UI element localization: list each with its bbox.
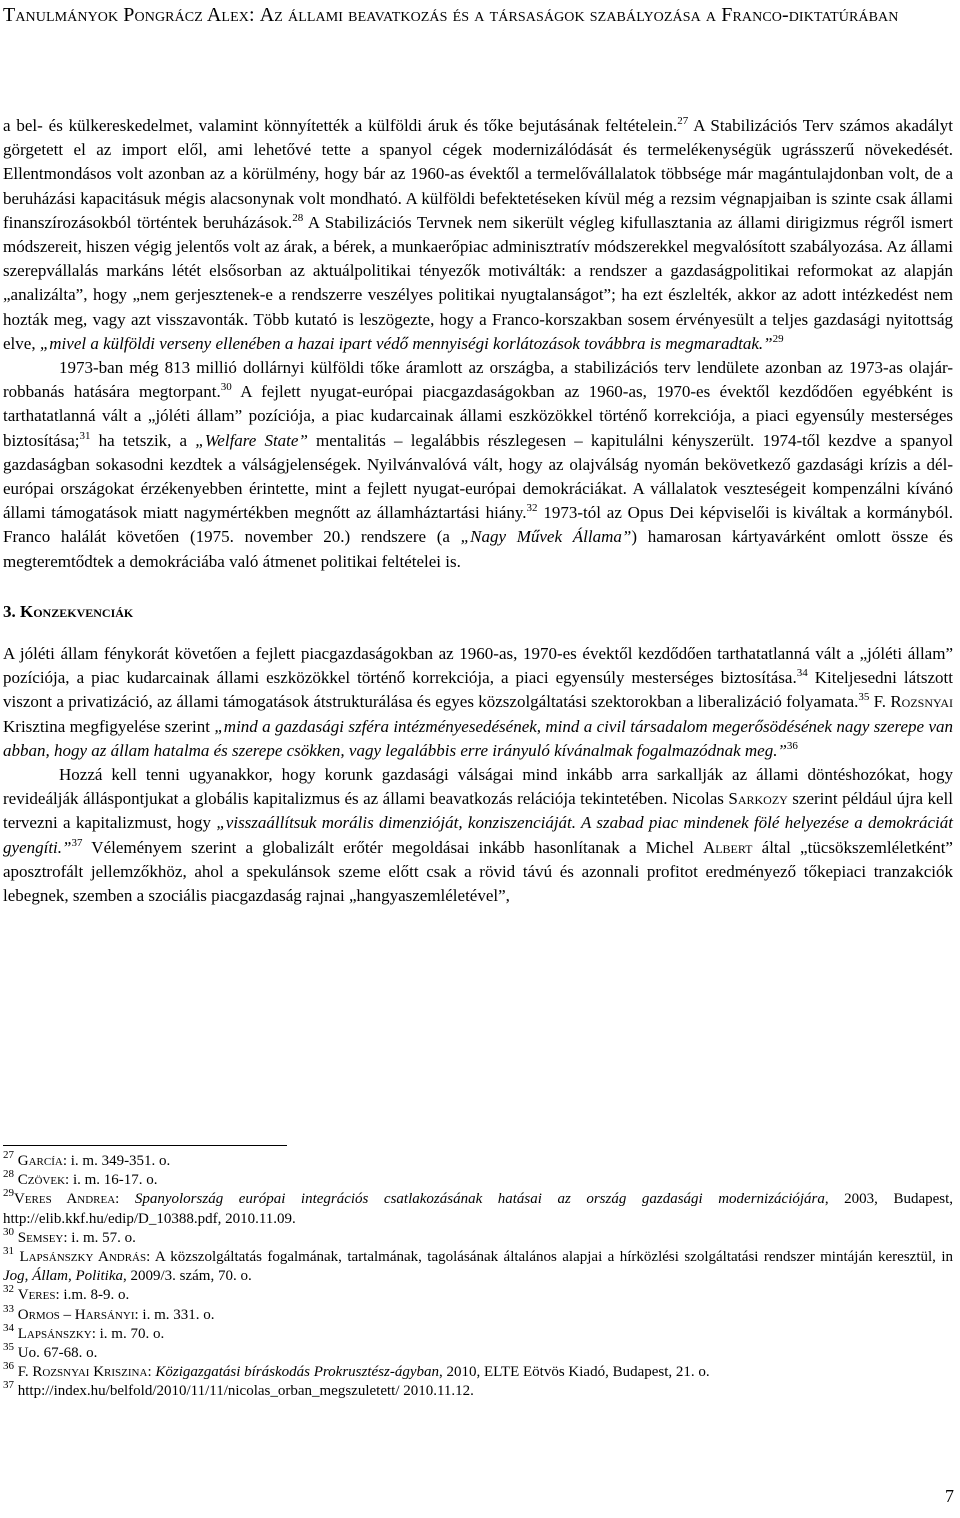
footnote-title: Jog, Állam, Politika [3,1268,123,1285]
author-name: Sarkozy [728,789,788,809]
footnote-author: Lapsánszky András [19,1249,147,1266]
footnote-text: , 2003, Budapest, http://elib.kkf.hu/edip/D_10388.pdf, 2010.11.09. [3,1191,954,1227]
footnote-ref-36[interactable]: 36 [786,739,798,752]
footnote-number: 29 [3,1187,14,1200]
quote-italic: „Welfare State” [195,430,308,450]
footnote-ref-35[interactable]: 35 [858,691,870,704]
footnote-text: , 2010, ELTE Eötvös Kiadó, Budapest, 21. o. [438,1364,710,1381]
footnote-number: 27 [3,1149,14,1161]
footnote-link[interactable]: http://index.hu/belfold/2010/11/11/nicolas_orban_megszuletett/ 2010.11.12. [17,1383,474,1400]
footnote-text: : A közszolgáltatás fogalmának, tartalmának, tagolásának általános alapjai a hírközlési szolgáltatási rendszer mintáján keresztül, in [146,1249,954,1266]
footnote-ref-29[interactable]: 29 [772,332,784,345]
footnote-author: Czövek [17,1172,66,1189]
footnote-30 [3,1225,953,1248]
footnote-separator [3,1145,287,1146]
footnote-author: Veres [17,1287,56,1304]
footnote-number: 34 [3,1321,14,1334]
footnote-number: 28 [3,1168,14,1181]
footnote-35 [3,1341,953,1363]
quote-italic: „mind a gazdasági szféra intézményesedésének, mind a civil társadalom megerősödésének nagy szerepe van abban, hogy az állam hatalma és szerepe csökken, vagy legalábbis erre irányuló kívánalmak fogalmazódnak meg.” [3,716,953,760]
text-run: által „tücsökszemléletként” aposztrofált jellemzőkhöz, ahol a spekulánsok szeme előtt csak a rövid távú és azonnali profitot eredményező tőkepiaci tranzakciók lebegnek, szemben a szociális piacgazdaság rajnai „hangyaszemléletével”, [3,837,953,906]
footnote-number: 32 [3,1283,14,1296]
footnote-text: Uo. 67-68. o. [17,1345,98,1362]
footnote-title: Spanyolország európai integrációs csatlakozásának hatásai az ország gazdasági modernizációjára [134,1191,825,1208]
text-run: F. [869,692,891,712]
footnote-ref-27[interactable]: 27 [677,115,689,127]
footnote-text: , 2009/3. szám, 70. o. [122,1268,252,1285]
footnote-author: Ormos – Harsányi [17,1306,135,1323]
text-run: A Stabilizációs Terv számos akadályt görgetett el az import elől, ami lehetővé tette a spanyol cégek modernizálódását és termelékenységük ugrásszerű növekedését. Ellentmondásos volt azonban az a körülmény, hogy bár az 1960-as évektől a termelővállalatok többsége már magántulajdonban volt, de a beruházási kapacitásuk mégis alacsonynak volt mondható. A külföldi befektetéseken kívül még a rezsim végnapjaiban is szinte csak állami finanszírozásokból történtek beruházások. [3,116,953,232]
author-name: Rozsnyai [890,692,954,712]
text-run: mentalitás – legalábbis részlegesen – kapitulálni kényszerült. 1974-től kezdve a spanyol gazdaságban sokasodni kezdtek a válságjelenségek. Nyilvánvalóvá vált, hogy az olajválság nyomán bekövetkező gazdasági krízis a dél-európai országokat érzékenyebben érintette, mint a fejlett nyugat-európai demokráciákat. A vállalatok veszteségeit kompenzálni kívánó állami támogatások miatt nagymértékben megnőtt az államháztartási hiány. [3,430,954,523]
text-run: 1973-tól az Opus Dei képviselői is kiváltak a kormányból. Franco halálát követően (1975. november 20.) rendszere (a [3,503,953,547]
quote-italic: „mivel a külföldi verseny ellenében a hazai ipart védő mennyiségi korlátozások továbbra is megmaradtak.” [39,333,773,353]
footnote-28 [3,1168,953,1190]
footnote-ref-34[interactable]: 34 [796,667,808,680]
footnote-36 [3,1360,953,1382]
footnote-37 [3,1379,953,1401]
footnote-27 [3,1149,953,1171]
header-title: Az állami beavatkozás és a társaságok szabályozása a Franco-diktatúrában [259,4,899,26]
footnote-ref-28[interactable]: 28 [292,211,304,224]
footnote-text: : [115,1191,135,1208]
footnote-31 [3,1245,954,1286]
text-run: ha tetszik, a [90,430,196,450]
author-name: Albert [702,837,753,857]
footnote-ref-31[interactable]: 31 [79,429,91,442]
footnote-ref-32[interactable]: 32 [526,502,538,515]
text-run: A Stabilizációs Tervnek nem sikerült végleg kifullasztania az állami dirigizmus régről ismert módszereit, hiszen végig jelentős volt az árak, a bérek, a munkaerőpiac adminisztratív módszerekkel megvalósított szabályozása. Az állami szerepvállalás markáns létét elsősorban az aktuálpolitikai tényezők motiválták: a rendszer a gazdaságpolitikai reformokat az alapján „analizálta”, hogy „nem gerjesztenek-e a rendszerre veszélyes politikai nyugtalanságot”; ha ezt észlelték, akkor az adott intézkedést nem hozták meg, vagy azt visszavonták. Több kutató is leszögezte, hogy a Franco-korszakban sosem érvényesült a teljes gazdasági nyitottság elve, [3,212,953,353]
footnote-text: : i. m. 70. o. [91,1325,165,1342]
header-author: Tanulmányok Pongrácz Alex: [3,4,255,26]
quote-italic: „Nagy Művek Állama” [460,527,632,547]
heading-number: 3. [3,601,20,621]
footnote-33 [3,1302,953,1325]
text-run: Véleményem szerint a globalizált erőtér megoldásai inkább hasonlítanak a Michel [82,837,703,857]
footnote-author: García [17,1153,63,1169]
footnote-ref-37[interactable]: 37 [71,836,83,849]
text-run: a bel- és külkereskedelmet, valamint könnyítették a külföldi áruk és tőke bejutásának feltételein. [3,116,678,135]
page-number: 7 [945,1486,954,1506]
footnote-author: Veres Andrea [14,1191,116,1208]
footnote-text: : i. m. 331. o. [134,1306,215,1323]
footnote-author: Lapsánszky [17,1325,92,1342]
running-header [3,2,953,28]
footnote-number: 33 [3,1302,14,1315]
paragraph-4 [3,763,953,908]
text-run: 1973-ban még 813 millió dollárnyi külföldi tőke áramlott az országba, a stabilizációs terv lendülete azonban az 1973-as olajár-robbanás hatására megtorpant. [3,358,953,402]
footnote-text: : [147,1364,156,1381]
text-run: A fejlett nyugat-európai piacgazdaságokban az 1960-as, 1970-es évektől kezdődően egyébként is tarthatatlanná vált a „jóléti állam” pozíciója, a piac kudarcainak állami eszközökkel történő korrekciója, a piaci egyensúly mesterséges biztosítása; [3,382,953,450]
text-run: ) hamarosan kártyavárként omlott össze és megteremtődtek a demokráciába való átmenet politikai feltételei is. [3,527,954,571]
footnote-title: Közigazgatási bíráskodás Prokrusztész-ágyban [155,1364,439,1381]
paragraph-2 [3,356,953,574]
footnote-29 [3,1187,954,1228]
footnote-text: : i. m. 57. o. [63,1229,136,1246]
text-run: szerint például újra kell tervezni a kapitalizmust, hogy [3,789,953,833]
footnote-author: Semsey [17,1229,64,1246]
body-text [3,114,953,908]
footnote-number: 37 [3,1379,14,1392]
section-heading [3,600,953,624]
text-run: Krisztina megfigyelése szerint [3,716,215,736]
footnotes [3,1149,954,1402]
footnote-ref-30[interactable]: 30 [220,381,232,394]
text-run: Kiteljesedni látszott viszont a privatizáció, az állami támogatások átstrukturálása és egyes közszolgáltatási szektorokban a liberalizáció folyamata. [3,668,954,712]
footnote-text: : i. m. 16-17. o. [65,1172,158,1189]
footnote-number: 31 [3,1245,14,1258]
footnote-number: 35 [3,1341,14,1354]
heading-text: Konzekvenciák [20,601,134,621]
footnote-number: 36 [3,1360,14,1373]
text-run: A jóléti állam fénykorát követően a fejlett piacgazdaságokban az 1960-as, 1970-es évektől kezdődően tarthatatlanná vált a „jóléti állam” pozíciója, a piac kudarcainak állami eszközökkel történő korrekciója, a piaci egyensúly mesterséges biztosítása. [3,644,953,688]
text-run: Hozzá kell tenni ugyanakkor, hogy korunk gazdasági válságai mind inkább arra sarkallják az állami döntéshozókat, hogy revideálják álláspontjukat a globális kapitalizmus és az állami beavatkozás relációja tekintetében. Nicolas [3,765,953,809]
footnote-text: : i. m. 349-351. o. [62,1153,171,1169]
quote-italic: „visszaállítsuk morális dimenzióját, konziszenciáját. A szabad piac mindenek fölé helyezése a demokráciát gyengíti.” [3,813,953,857]
footnote-34 [3,1321,953,1344]
paragraph-1 [3,114,953,356]
footnote-text: : i.m. 8-9. o. [55,1287,130,1304]
footnote-author: F. Rozsnyai Kriszina [17,1364,148,1381]
footnote-number: 30 [3,1225,14,1238]
paragraph-3 [3,642,953,763]
footnote-32 [3,1283,953,1305]
